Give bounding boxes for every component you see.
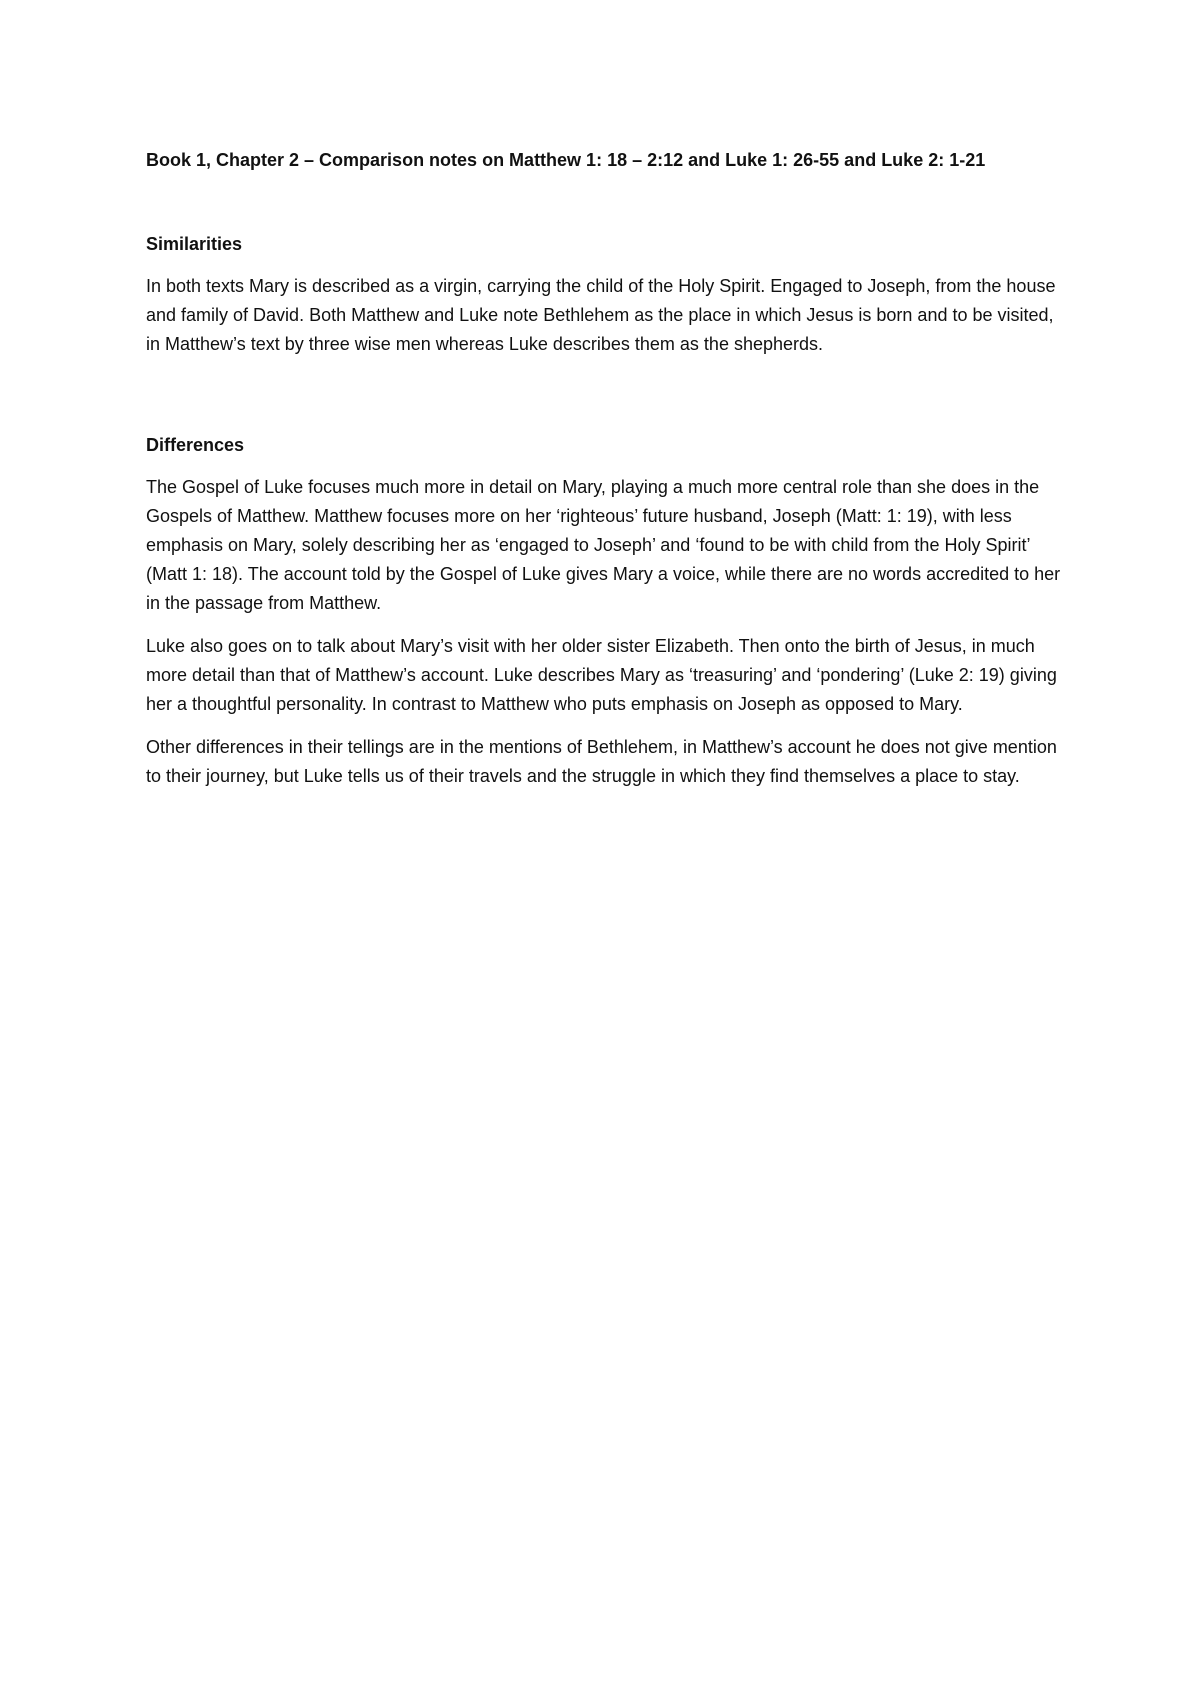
section-heading-differences: Differences [146, 435, 245, 455]
paragraph-differences-1: The Gospel of Luke focuses much more in detail on Mary, playing a much more central role than she does in the Gospels of Matthew. Matthew focuses more on her ‘righteous’ future husband, Joseph (Matt: 1: 19), with less emphasis on Mary, solely describing her as ‘engaged to Joseph’ and ‘found to be with child from the Holy Spirit’ (Matt 1: 18). The account told by the Gospel of Luke gives Mary a voice, while there are no words accredited to her in the passage from Matthew. [146, 477, 1061, 613]
section-spacer [146, 373, 1066, 431]
section-similarities [146, 230, 1066, 359]
paragraph-differences-3: Other differences in their tellings are in the mentions of Bethlehem, in Matthew’s account he does not give mention to their journey, but Luke tells us of their travels and the struggle in which they find themselves a place to stay. [146, 737, 1057, 786]
document-title: Book 1, Chapter 2 – Comparison notes on Matthew 1: 18 – 2:12 and Luke 1: 26-55 and Luke 2: 1-21 [146, 150, 986, 170]
paragraph-similarities-1: In both texts Mary is described as a virgin, carrying the child of the Holy Spirit. Engaged to Joseph, from the house and family of David. Both Matthew and Luke note Bethlehem as the place in which Jesus is born and to be visited, in Matthew’s text by three wise men whereas Luke describes them as the shepherds. [146, 276, 1056, 354]
paragraph-differences-2: Luke also goes on to talk about Mary’s visit with her older sister Elizabeth. Then onto the birth of Jesus, in much more detail than that of Matthew’s account. Luke describes Mary as ‘treasuring’ and ‘pondering’ (Luke 2: 19) giving her a thoughtful personality. In contrast to Matthew who puts emphasis on Joseph as opposed to Mary. [146, 636, 1057, 714]
section-heading-similarities: Similarities [146, 234, 243, 254]
document-body [146, 146, 1066, 805]
section-differences [146, 431, 1066, 791]
